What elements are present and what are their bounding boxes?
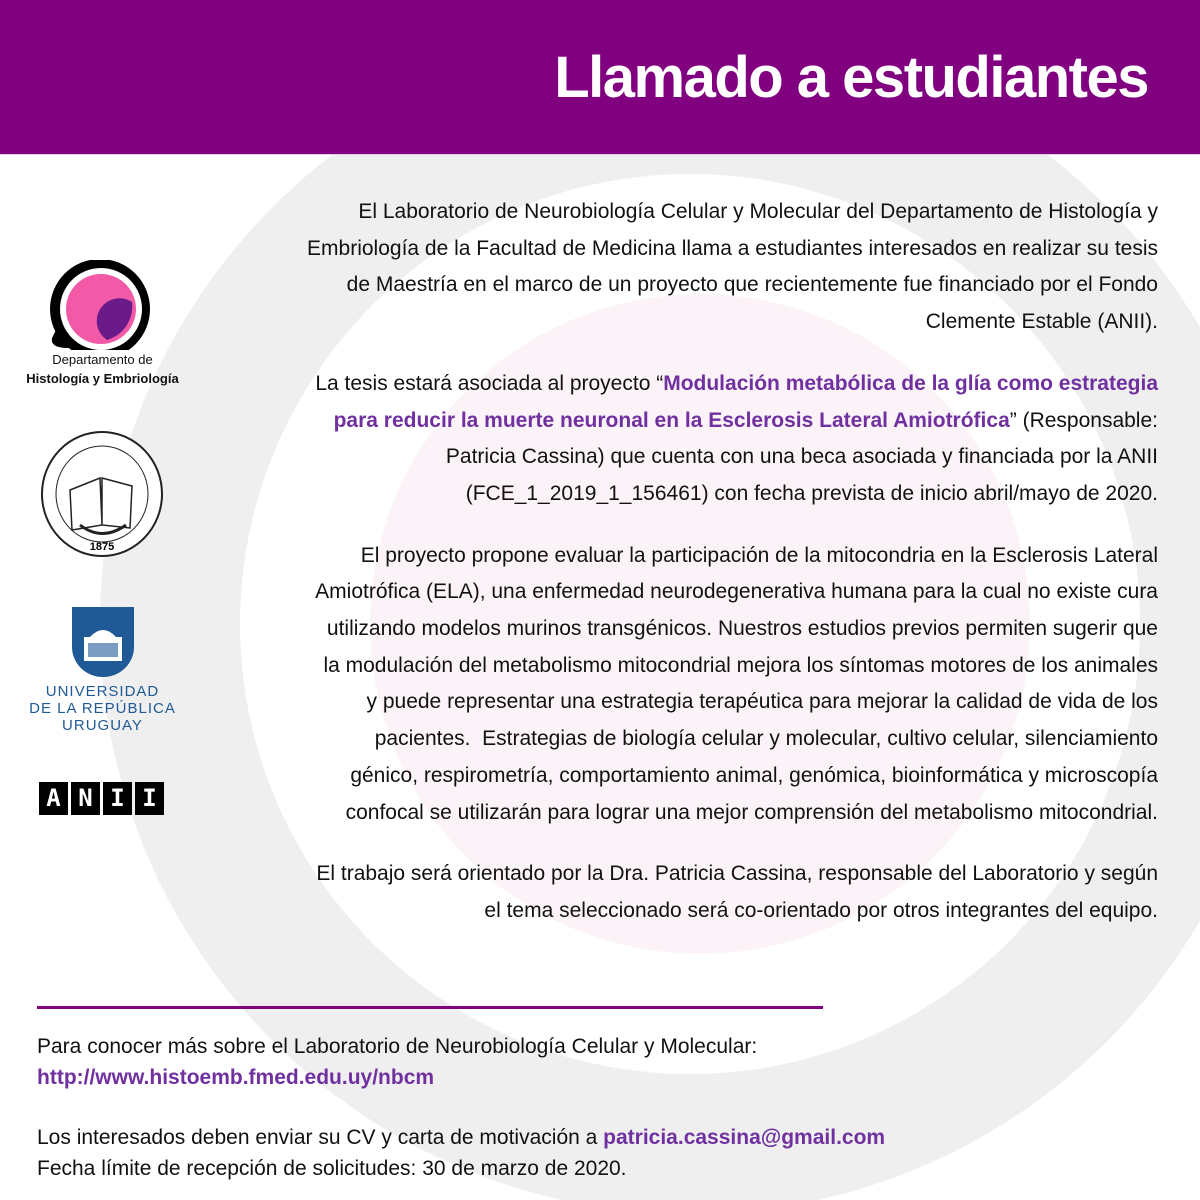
lab-website-link[interactable]: http://www.histoemb.fmed.edu.uy/nbcm [37, 1065, 435, 1089]
text-line: El Laboratorio de Neurobiología Celular y Molecular del Departamento de Histología y [358, 200, 1158, 223]
more-info [37, 1032, 757, 1093]
header-banner [0, 0, 1200, 155]
text-line: confocal se utilizarán para lograr una mejor comprensión del metabolismo mitocondrial. [345, 800, 1158, 824]
histologia-logo [0, 260, 205, 388]
more-info-text: Para conocer más sobre el Laboratorio de Neurobiología Celular y Molecular: [37, 1035, 758, 1058]
text-line [200, 403, 1158, 440]
text-line: Clemente Estable (ANII). [925, 310, 1158, 334]
text-line: génico, respirometría, comportamiento animal, genómica, bioinformática y microscopía [350, 763, 1158, 787]
paragraph-intro [200, 194, 1158, 341]
paragraph-description [200, 538, 1158, 832]
histologia-caption-line1: Departamento de [52, 352, 153, 367]
text-line: Embriología de la Facultad de Medicina llama a estudiantes interesados en realizar su tesis [307, 236, 1158, 260]
text-line [200, 366, 1158, 403]
body-text [200, 194, 1158, 955]
anii-letter: I [135, 782, 164, 815]
project-title: Modulación metabólica de la glía como estrategia [663, 371, 1158, 395]
anii-letter: A [39, 782, 68, 815]
anii-letter: N [71, 782, 100, 815]
email-link[interactable]: patricia.cassina@gmail.com [603, 1126, 886, 1149]
text-line: el tema seleccionado será co-orientado por otros integrantes del equipo. [484, 898, 1158, 922]
udelar-line2: DE LA REPÚBLICA [29, 700, 176, 717]
udelar-line1: UNIVERSIDAD [45, 683, 160, 700]
anii-logo [0, 782, 205, 815]
text-line: Amiotrófica (ELA), una enfermedad neurodegenerativa humana para la cual no existe cura [315, 580, 1158, 604]
page-title: Llamado a estudiantes [554, 45, 1148, 110]
text-line: la modulación del metabolismo mitocondrial mejora los síntomas motores de los animales [323, 653, 1158, 677]
text-line: utilizando modelos murinos transgénicos. Nuestros estudios previos permiten sugerir que [326, 617, 1158, 641]
text-line: El trabajo será orientado por la Dra. Patricia Cassina, responsable del Laboratorio y según [316, 862, 1158, 886]
histologia-logo-icon [0, 260, 205, 350]
text-line: de Maestría en el marco de un proyecto que recientemente fue financiado por el Fondo [346, 273, 1158, 297]
paragraph-project [200, 366, 1158, 513]
seal-icon [40, 430, 165, 558]
udelar-logo [0, 607, 205, 734]
divider [37, 1006, 823, 1009]
histologia-caption [0, 350, 205, 388]
facultad-medicina-seal [0, 430, 205, 563]
udelar-line3: URUGUAY [62, 717, 143, 734]
text-line: y puede representar una estrategia terapéutica para mejorar la calidad de vida de los [366, 690, 1158, 714]
text-line: pacientes. Estrategias de biología celular y molecular, cultivo celular, silenciamiento [374, 727, 1158, 751]
contact-info [37, 1123, 885, 1184]
project-title: para reducir la muerte neuronal en la Esclerosis Lateral Amiotrófica [333, 408, 1010, 432]
paragraph-supervision [200, 856, 1158, 929]
send-cv-line [37, 1123, 885, 1154]
seal-year: 1875 [89, 541, 115, 553]
histologia-caption-line2: Histología y Embriología [26, 371, 179, 386]
text-line: (FCE_1_2019_1_156461) con fecha prevista de inicio abril/mayo de 2020. [465, 481, 1158, 505]
text-line: El proyecto propone evaluar la participación de la mitocondria en la Esclerosis Lateral [360, 543, 1158, 567]
logo-column [0, 260, 205, 815]
text-segment: La tesis estará asociada al proyecto “ [315, 371, 664, 395]
udelar-building-icon [72, 607, 134, 677]
deadline-text: Fecha límite de recepción de solicitudes: 30 de marzo de 2020. [37, 1156, 627, 1180]
text-segment: ” (Responsable: [1009, 408, 1158, 432]
anii-letter: I [103, 782, 132, 815]
send-cv-text: Los interesados deben enviar su CV y carta de motivación a [37, 1126, 604, 1149]
text-line: Patricia Cassina) que cuenta con una beca asociada y financiada por la ANII [445, 445, 1158, 469]
